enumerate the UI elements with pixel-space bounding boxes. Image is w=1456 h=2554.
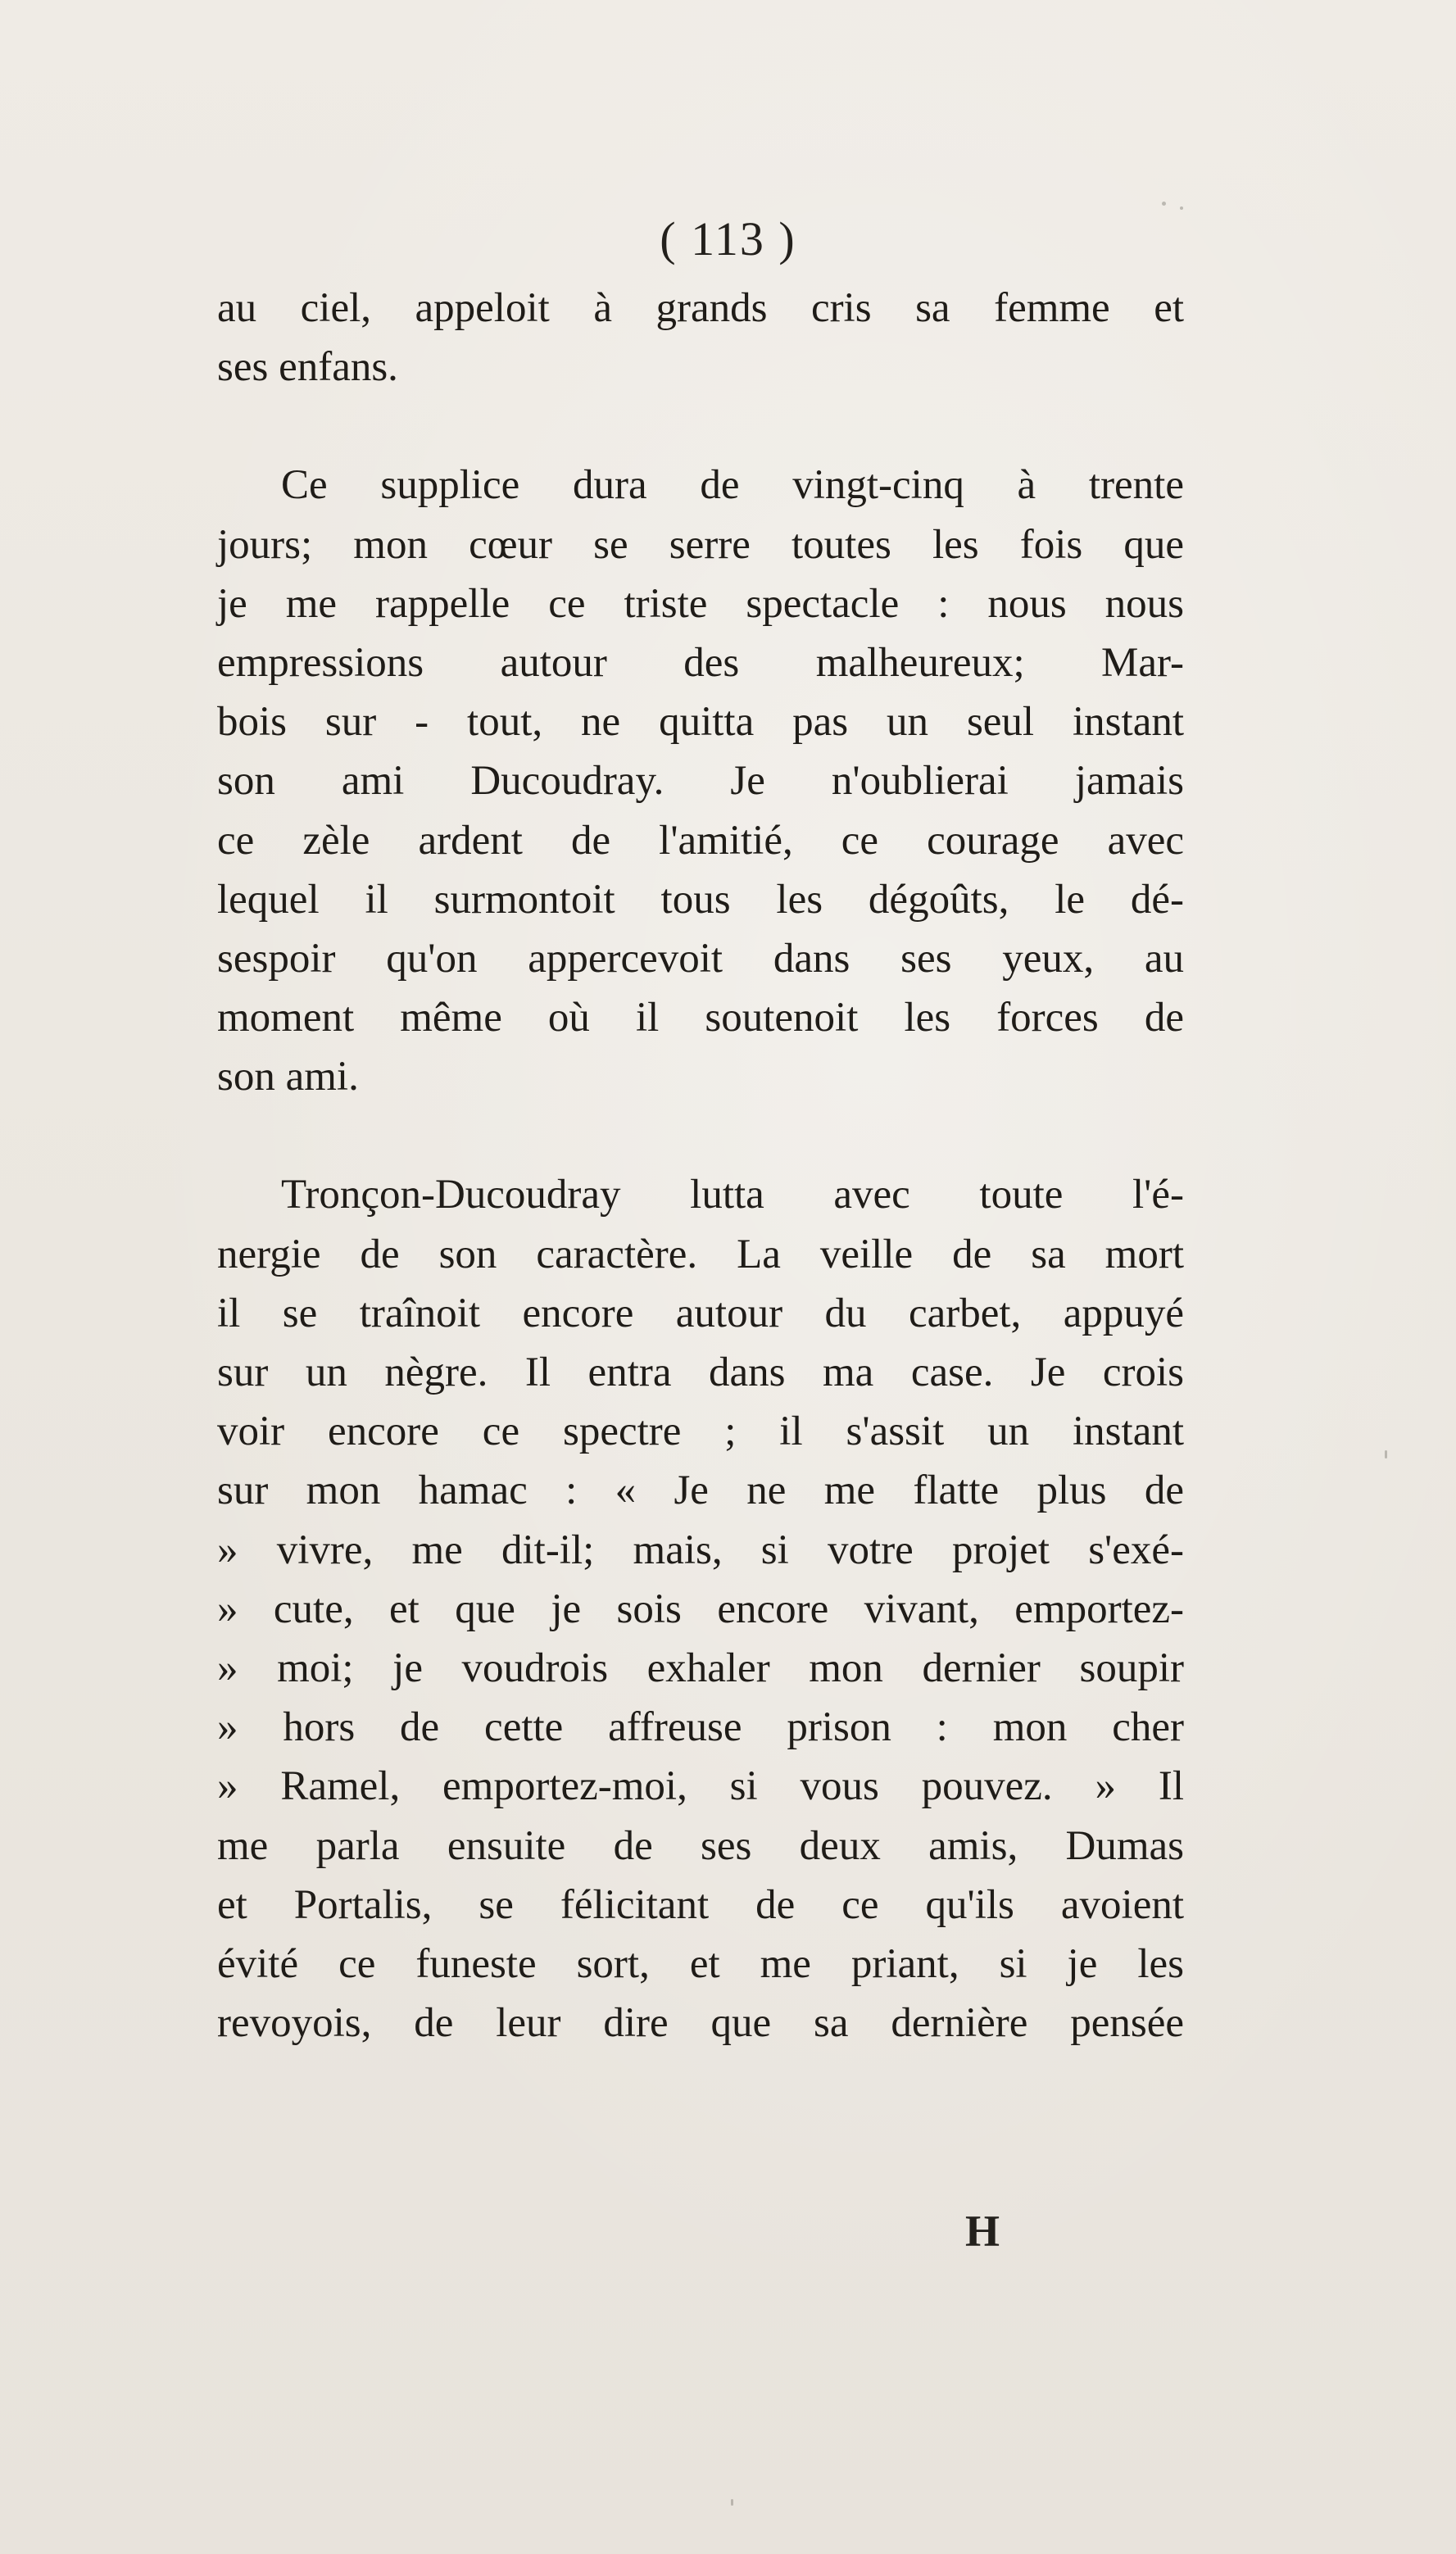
text-line: nergie de son caractère. La veille de sa mort xyxy=(217,1231,1184,1277)
text-line: me parla ensuite de ses deux amis, Dumas xyxy=(217,1822,1184,1869)
text-line: » moi; je voudrois exhaler mon dernier soupir xyxy=(217,1644,1184,1691)
paper-speck xyxy=(1180,206,1183,210)
paper-speck xyxy=(731,2499,733,2506)
text-line: ses enfans. xyxy=(217,344,398,391)
text-line: sur un nègre. Il entra dans ma case. Je crois xyxy=(217,1350,1184,1395)
text-line: » hors de cette affreuse prison : mon cher xyxy=(217,1704,1184,1751)
text-line: je me rappelle ce triste spectacle : nous nous xyxy=(217,580,1184,627)
text-line: sur mon hamac : « Je ne me flatte plus de xyxy=(217,1468,1184,1514)
text-line: » cute, et que je sois encore vivant, emportez- xyxy=(217,1585,1184,1632)
text-line: ce zèle ardent de l'amitié, ce courage avec xyxy=(217,817,1184,864)
text-line: sespoir qu'on appercevoit dans ses yeux, au xyxy=(217,935,1184,982)
text-line: voir encore ce spectre ; il s'assit un instant xyxy=(217,1409,1184,1455)
text-line: au ciel, appeloit à grands cris sa femme et xyxy=(217,285,1184,331)
paragraph xyxy=(217,456,1184,1106)
paragraph xyxy=(217,1165,1184,2053)
text-line: Tronçon-Ducoudray lutta avec toute l'é- xyxy=(281,1172,1184,1218)
text-line: son ami Ducoudray. Je n'oublierai jamais xyxy=(217,758,1184,805)
text-line: son ami. xyxy=(217,1054,359,1100)
paper-speck xyxy=(1385,1450,1387,1458)
text-line: et Portalis, se félicitant de ce qu'ils avoient xyxy=(217,1881,1184,1928)
paragraph xyxy=(217,279,1184,397)
text-line: lequel il surmontoit tous les dégoûts, le dé- xyxy=(217,876,1184,923)
paper-speck xyxy=(1162,202,1166,206)
page-number: ( 113 ) xyxy=(660,212,796,265)
body-text xyxy=(217,279,1184,2053)
text-line: moment même où il soutenoit les forces de xyxy=(217,995,1184,1041)
text-line: empressions autour des malheureux; Mar- xyxy=(217,639,1184,686)
text-line: évité ce funeste sort, et me priant, si je les xyxy=(217,1940,1184,1987)
text-line: jours; mon cœur se serre toutes les fois que xyxy=(217,521,1184,568)
text-line: il se traînoit encore autour du carbet, appuyé xyxy=(217,1290,1184,1336)
text-line: » vivre, me dit-il; mais, si votre projet s'exé- xyxy=(217,1527,1184,1573)
text-line: Ce supplice dura de vingt-cinq à trente xyxy=(281,462,1184,509)
signature-mark: H xyxy=(965,2207,1000,2256)
text-line: » Ramel, emportez-moi, si vous pouvez. » Il xyxy=(217,1763,1184,1810)
text-line: revoyois, de leur dire que sa dernière pensée xyxy=(217,2000,1184,2047)
text-line: bois sur - tout, ne quitta pas un seul instant xyxy=(217,699,1184,746)
